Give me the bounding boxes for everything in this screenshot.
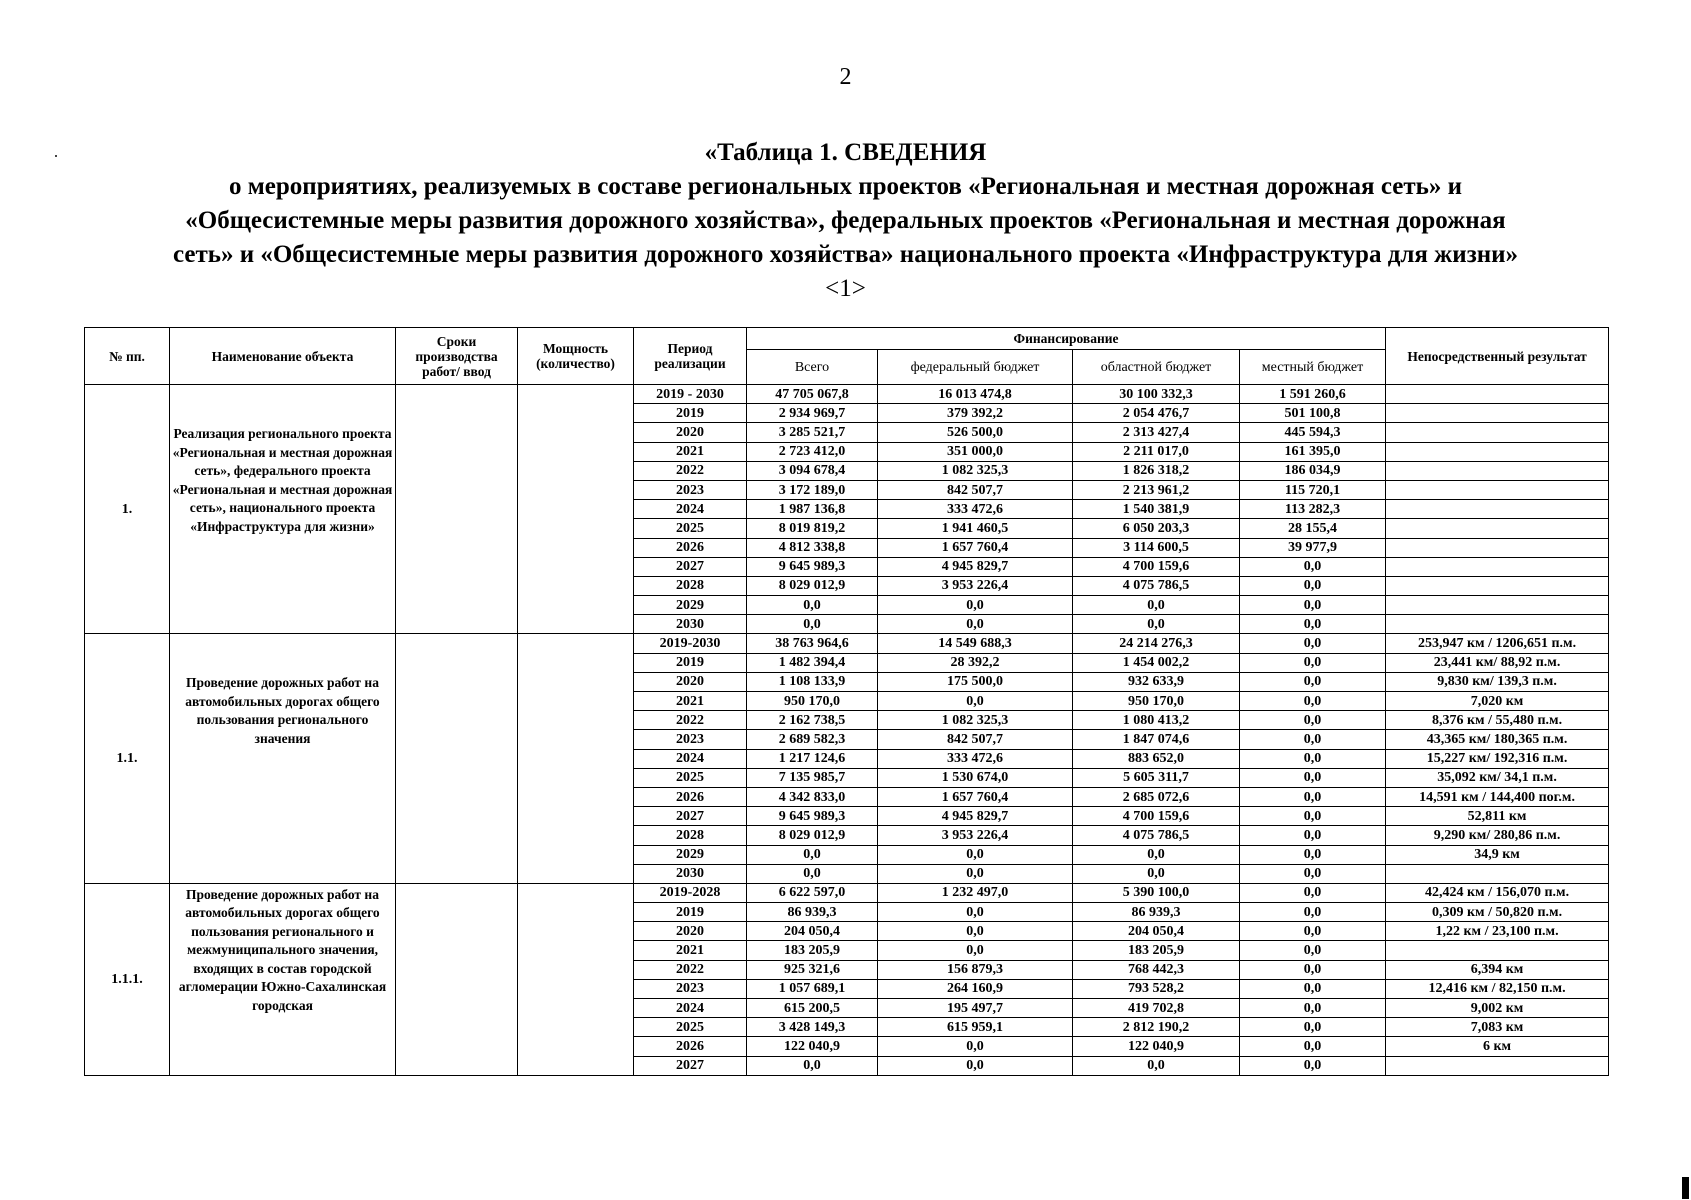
regional-cell: 2 211 017,0 [1073, 442, 1240, 461]
result-cell [1386, 864, 1609, 883]
federal-cell: 0,0 [878, 615, 1073, 634]
local-cell: 0,0 [1240, 596, 1386, 615]
period-cell: 2021 [634, 941, 747, 960]
period-cell: 2020 [634, 423, 747, 442]
regional-cell: 2 313 427,4 [1073, 423, 1240, 442]
period-cell: 2026 [634, 538, 747, 557]
regional-cell: 86 939,3 [1073, 903, 1240, 922]
local-cell: 1 591 260,6 [1240, 385, 1386, 404]
total-cell: 8 029 012,9 [747, 826, 878, 845]
federal-cell: 1 657 760,4 [878, 538, 1073, 557]
local-cell: 501 100,8 [1240, 404, 1386, 423]
federal-cell: 0,0 [878, 1056, 1073, 1075]
regional-cell: 4 700 159,6 [1073, 557, 1240, 576]
local-cell: 0,0 [1240, 749, 1386, 768]
total-cell: 1 108 133,9 [747, 672, 878, 691]
result-cell [1386, 404, 1609, 423]
title-line: «Таблица 1. СВЕДЕНИЯ [704, 139, 987, 166]
total-cell: 8 029 012,9 [747, 576, 878, 595]
header-result: Непосредственный результат [1386, 328, 1609, 385]
period-cell: 2024 [634, 500, 747, 519]
federal-cell: 333 472,6 [878, 749, 1073, 768]
table-row [85, 385, 1609, 404]
regional-cell: 0,0 [1073, 596, 1240, 615]
result-cell: 14,591 км / 144,400 пог.м. [1386, 787, 1609, 806]
result-cell: 7,020 км [1386, 692, 1609, 711]
row-number: 1.1.1. [85, 883, 170, 1075]
regional-cell: 5 605 311,7 [1073, 768, 1240, 787]
regional-cell: 2 685 072,6 [1073, 787, 1240, 806]
total-cell: 2 689 582,3 [747, 730, 878, 749]
local-cell: 0,0 [1240, 730, 1386, 749]
period-cell: 2020 [634, 672, 747, 691]
regional-cell: 1 826 318,2 [1073, 461, 1240, 480]
period-cell: 2021 [634, 442, 747, 461]
local-cell: 0,0 [1240, 711, 1386, 730]
period-cell: 2024 [634, 749, 747, 768]
result-cell [1386, 615, 1609, 634]
local-cell: 0,0 [1240, 960, 1386, 979]
period-cell: 2023 [634, 480, 747, 499]
federal-cell: 0,0 [878, 941, 1073, 960]
result-cell: 15,227 км/ 192,316 п.м. [1386, 749, 1609, 768]
total-cell: 0,0 [747, 1056, 878, 1075]
terms-cell [396, 385, 518, 634]
total-cell: 3 428 149,3 [747, 1018, 878, 1037]
total-cell: 2 723 412,0 [747, 442, 878, 461]
total-cell: 122 040,9 [747, 1037, 878, 1056]
total-cell: 1 482 394,4 [747, 653, 878, 672]
object-name: Проведение дорожных работ на автомобильных дорогах общего пользования регионального и межмуниципального значения, входящих в состав городской агломерации Южно-Сахалинская городская [170, 883, 396, 1075]
result-cell [1386, 538, 1609, 557]
header-name: Наименование объекта [170, 328, 396, 385]
period-cell: 2025 [634, 768, 747, 787]
local-cell: 0,0 [1240, 1056, 1386, 1075]
federal-cell: 195 497,7 [878, 999, 1073, 1018]
title-footnote-ref: <1> [825, 275, 866, 302]
total-cell: 615 200,5 [747, 999, 878, 1018]
federal-cell: 264 160,9 [878, 979, 1073, 998]
regional-cell: 1 847 074,6 [1073, 730, 1240, 749]
federal-cell: 379 392,2 [878, 404, 1073, 423]
terms-cell [396, 634, 518, 883]
federal-cell: 0,0 [878, 1037, 1073, 1056]
local-cell: 0,0 [1240, 903, 1386, 922]
title-line: сеть» и «Общесистемные меры развития дорожного хозяйства» национального проекта «Инфраструктура для жизни» [172, 241, 1519, 268]
regional-cell: 4 075 786,5 [1073, 826, 1240, 845]
period-cell: 2030 [634, 615, 747, 634]
period-cell: 2022 [634, 461, 747, 480]
federal-cell: 4 945 829,7 [878, 557, 1073, 576]
header-local: местный бюджет [1240, 350, 1386, 385]
period-cell: 2019 [634, 653, 747, 672]
result-cell: 42,424 км / 156,070 п.м. [1386, 883, 1609, 902]
regional-cell: 1 454 002,2 [1073, 653, 1240, 672]
regional-cell: 183 205,9 [1073, 941, 1240, 960]
regional-cell: 6 050 203,3 [1073, 519, 1240, 538]
local-cell: 161 395,0 [1240, 442, 1386, 461]
federal-cell: 0,0 [878, 903, 1073, 922]
period-cell: 2028 [634, 576, 747, 595]
federal-cell: 615 959,1 [878, 1018, 1073, 1037]
period-cell: 2027 [634, 1056, 747, 1075]
federal-cell: 1 082 325,3 [878, 461, 1073, 480]
result-cell: 8,376 км / 55,480 п.м. [1386, 711, 1609, 730]
result-cell: 1,22 км / 23,100 п.м. [1386, 922, 1609, 941]
result-cell [1386, 519, 1609, 538]
total-cell: 183 205,9 [747, 941, 878, 960]
regional-cell: 0,0 [1073, 864, 1240, 883]
result-cell [1386, 596, 1609, 615]
local-cell: 0,0 [1240, 615, 1386, 634]
regional-cell: 30 100 332,3 [1073, 385, 1240, 404]
regional-cell: 2 812 190,2 [1073, 1018, 1240, 1037]
result-cell: 6,394 км [1386, 960, 1609, 979]
period-cell: 2019 [634, 903, 747, 922]
total-cell: 38 763 964,6 [747, 634, 878, 653]
regional-cell: 4 700 159,6 [1073, 807, 1240, 826]
regional-cell: 0,0 [1073, 615, 1240, 634]
result-cell: 35,092 км/ 34,1 п.м. [1386, 768, 1609, 787]
result-cell [1386, 576, 1609, 595]
total-cell: 925 321,6 [747, 960, 878, 979]
federal-cell: 1 530 674,0 [878, 768, 1073, 787]
federal-cell: 0,0 [878, 922, 1073, 941]
result-cell: 34,9 км [1386, 845, 1609, 864]
local-cell: 0,0 [1240, 1018, 1386, 1037]
row-number: 1.1. [85, 634, 170, 883]
regional-cell: 419 702,8 [1073, 999, 1240, 1018]
title-line: о мероприятиях, реализуемых в составе региональных проектов «Региональная и местная дорожная сеть» и [229, 173, 1462, 200]
period-cell: 2024 [634, 999, 747, 1018]
period-cell: 2022 [634, 960, 747, 979]
result-cell [1386, 480, 1609, 499]
period-cell: 2027 [634, 807, 747, 826]
table-row [85, 634, 1609, 653]
period-cell: 2025 [634, 1018, 747, 1037]
result-cell: 43,365 км/ 180,365 п.м. [1386, 730, 1609, 749]
local-cell: 0,0 [1240, 845, 1386, 864]
regional-cell: 950 170,0 [1073, 692, 1240, 711]
result-cell [1386, 557, 1609, 576]
local-cell: 0,0 [1240, 634, 1386, 653]
result-cell: 12,416 км / 82,150 п.м. [1386, 979, 1609, 998]
local-cell: 0,0 [1240, 941, 1386, 960]
federal-cell: 0,0 [878, 864, 1073, 883]
local-cell: 0,0 [1240, 864, 1386, 883]
period-cell: 2030 [634, 864, 747, 883]
period-cell: 2026 [634, 1037, 747, 1056]
period-cell: 2021 [634, 692, 747, 711]
total-cell: 7 135 985,7 [747, 768, 878, 787]
result-cell: 253,947 км / 1206,651 п.м. [1386, 634, 1609, 653]
local-cell: 39 977,9 [1240, 538, 1386, 557]
period-cell: 2023 [634, 730, 747, 749]
federal-cell: 1 941 460,5 [878, 519, 1073, 538]
federal-cell: 28 392,2 [878, 653, 1073, 672]
period-cell: 2029 [634, 596, 747, 615]
local-cell: 0,0 [1240, 922, 1386, 941]
document-title [80, 136, 1611, 306]
total-cell: 1 987 136,8 [747, 500, 878, 519]
total-cell: 0,0 [747, 615, 878, 634]
total-cell: 1 057 689,1 [747, 979, 878, 998]
regional-cell: 0,0 [1073, 845, 1240, 864]
result-cell [1386, 500, 1609, 519]
period-cell: 2029 [634, 845, 747, 864]
local-cell: 0,0 [1240, 999, 1386, 1018]
title-line: «Общесистемные меры развития дорожного хозяйства», федеральных проектов «Региональная и местная дорожная [185, 207, 1506, 234]
header-num: № пп. [85, 328, 170, 385]
total-cell: 204 050,4 [747, 922, 878, 941]
regional-cell: 204 050,4 [1073, 922, 1240, 941]
federal-cell: 14 549 688,3 [878, 634, 1073, 653]
federal-cell: 156 879,3 [878, 960, 1073, 979]
regional-cell: 793 528,2 [1073, 979, 1240, 998]
total-cell: 2 162 738,5 [747, 711, 878, 730]
local-cell: 0,0 [1240, 979, 1386, 998]
total-cell: 950 170,0 [747, 692, 878, 711]
federal-cell: 175 500,0 [878, 672, 1073, 691]
local-cell: 0,0 [1240, 557, 1386, 576]
result-cell: 52,811 км [1386, 807, 1609, 826]
total-cell: 0,0 [747, 845, 878, 864]
regional-cell: 1 540 381,9 [1073, 500, 1240, 519]
object-name: Реализация регионального проекта «Региональная и местная дорожная сеть», федерального проекта «Региональная и местная дорожная сеть», национального проекта «Инфраструктура для жизни» [170, 385, 396, 634]
federal-cell: 3 953 226,4 [878, 576, 1073, 595]
total-cell: 3 285 521,7 [747, 423, 878, 442]
total-cell: 9 645 989,3 [747, 807, 878, 826]
regional-cell: 4 075 786,5 [1073, 576, 1240, 595]
total-cell: 2 934 969,7 [747, 404, 878, 423]
federal-cell: 0,0 [878, 845, 1073, 864]
scan-speck [55, 155, 57, 157]
regional-cell: 3 114 600,5 [1073, 538, 1240, 557]
result-cell: 9,290 км/ 280,86 п.м. [1386, 826, 1609, 845]
financing-table [84, 327, 1609, 1076]
total-cell: 0,0 [747, 864, 878, 883]
regional-cell: 883 652,0 [1073, 749, 1240, 768]
total-cell: 3 094 678,4 [747, 461, 878, 480]
period-cell: 2027 [634, 557, 747, 576]
total-cell: 86 939,3 [747, 903, 878, 922]
federal-cell: 0,0 [878, 596, 1073, 615]
local-cell: 186 034,9 [1240, 461, 1386, 480]
local-cell: 0,0 [1240, 768, 1386, 787]
local-cell: 0,0 [1240, 576, 1386, 595]
regional-cell: 932 633,9 [1073, 672, 1240, 691]
header-period: Период реализации [634, 328, 747, 385]
result-cell [1386, 1056, 1609, 1075]
capacity-cell [518, 634, 634, 883]
result-cell [1386, 423, 1609, 442]
federal-cell: 333 472,6 [878, 500, 1073, 519]
capacity-cell [518, 883, 634, 1075]
period-cell: 2025 [634, 519, 747, 538]
period-cell: 2019 [634, 404, 747, 423]
local-cell: 0,0 [1240, 1037, 1386, 1056]
regional-cell: 1 080 413,2 [1073, 711, 1240, 730]
federal-cell: 526 500,0 [878, 423, 1073, 442]
result-cell: 7,083 км [1386, 1018, 1609, 1037]
total-cell: 47 705 067,8 [747, 385, 878, 404]
total-cell: 1 217 124,6 [747, 749, 878, 768]
result-cell: 23,441 км/ 88,92 п.м. [1386, 653, 1609, 672]
header-capacity: Мощность (количество) [518, 328, 634, 385]
regional-cell: 0,0 [1073, 1056, 1240, 1075]
regional-cell: 2 054 476,7 [1073, 404, 1240, 423]
federal-cell: 842 507,7 [878, 730, 1073, 749]
total-cell: 6 622 597,0 [747, 883, 878, 902]
regional-cell: 5 390 100,0 [1073, 883, 1240, 902]
terms-cell [396, 883, 518, 1075]
total-cell: 4 342 833,0 [747, 787, 878, 806]
federal-cell: 1 657 760,4 [878, 787, 1073, 806]
period-cell: 2020 [634, 922, 747, 941]
period-cell: 2019 - 2030 [634, 385, 747, 404]
period-cell: 2022 [634, 711, 747, 730]
local-cell: 0,0 [1240, 672, 1386, 691]
regional-cell: 2 213 961,2 [1073, 480, 1240, 499]
scan-edge-mark [1682, 1177, 1689, 1199]
table-body [85, 385, 1609, 1076]
capacity-cell [518, 385, 634, 634]
result-cell: 9,002 км [1386, 999, 1609, 1018]
local-cell: 445 594,3 [1240, 423, 1386, 442]
local-cell: 0,0 [1240, 692, 1386, 711]
period-cell: 2019-2030 [634, 634, 747, 653]
federal-cell: 842 507,7 [878, 480, 1073, 499]
page-number: 2 [839, 64, 852, 90]
result-cell: 9,830 км/ 139,3 п.м. [1386, 672, 1609, 691]
federal-cell: 4 945 829,7 [878, 807, 1073, 826]
result-cell [1386, 941, 1609, 960]
local-cell: 0,0 [1240, 653, 1386, 672]
header-terms: Сроки производства работ/ ввод [396, 328, 518, 385]
result-cell [1386, 442, 1609, 461]
header-regional: областной бюджет [1073, 350, 1240, 385]
header-total: Всего [747, 350, 878, 385]
total-cell: 3 172 189,0 [747, 480, 878, 499]
header-federal: федеральный бюджет [878, 350, 1073, 385]
local-cell: 0,0 [1240, 883, 1386, 902]
period-cell: 2019-2028 [634, 883, 747, 902]
local-cell: 0,0 [1240, 787, 1386, 806]
period-cell: 2023 [634, 979, 747, 998]
local-cell: 113 282,3 [1240, 500, 1386, 519]
period-cell: 2026 [634, 787, 747, 806]
object-name: Проведение дорожных работ на автомобильных дорогах общего пользования регионального значения [170, 634, 396, 883]
local-cell: 28 155,4 [1240, 519, 1386, 538]
regional-cell: 122 040,9 [1073, 1037, 1240, 1056]
result-cell [1386, 385, 1609, 404]
local-cell: 0,0 [1240, 807, 1386, 826]
row-number: 1. [85, 385, 170, 634]
total-cell: 9 645 989,3 [747, 557, 878, 576]
local-cell: 0,0 [1240, 826, 1386, 845]
federal-cell: 3 953 226,4 [878, 826, 1073, 845]
period-cell: 2028 [634, 826, 747, 845]
federal-cell: 0,0 [878, 692, 1073, 711]
total-cell: 4 812 338,8 [747, 538, 878, 557]
total-cell: 0,0 [747, 596, 878, 615]
regional-cell: 24 214 276,3 [1073, 634, 1240, 653]
total-cell: 8 019 819,2 [747, 519, 878, 538]
regional-cell: 768 442,3 [1073, 960, 1240, 979]
table-row [85, 883, 1609, 902]
federal-cell: 16 013 474,8 [878, 385, 1073, 404]
result-cell: 6 км [1386, 1037, 1609, 1056]
federal-cell: 1 082 325,3 [878, 711, 1073, 730]
result-cell [1386, 461, 1609, 480]
header-financing: Финансирование [747, 328, 1386, 350]
federal-cell: 351 000,0 [878, 442, 1073, 461]
result-cell: 0,309 км / 50,820 п.м. [1386, 903, 1609, 922]
federal-cell: 1 232 497,0 [878, 883, 1073, 902]
local-cell: 115 720,1 [1240, 480, 1386, 499]
